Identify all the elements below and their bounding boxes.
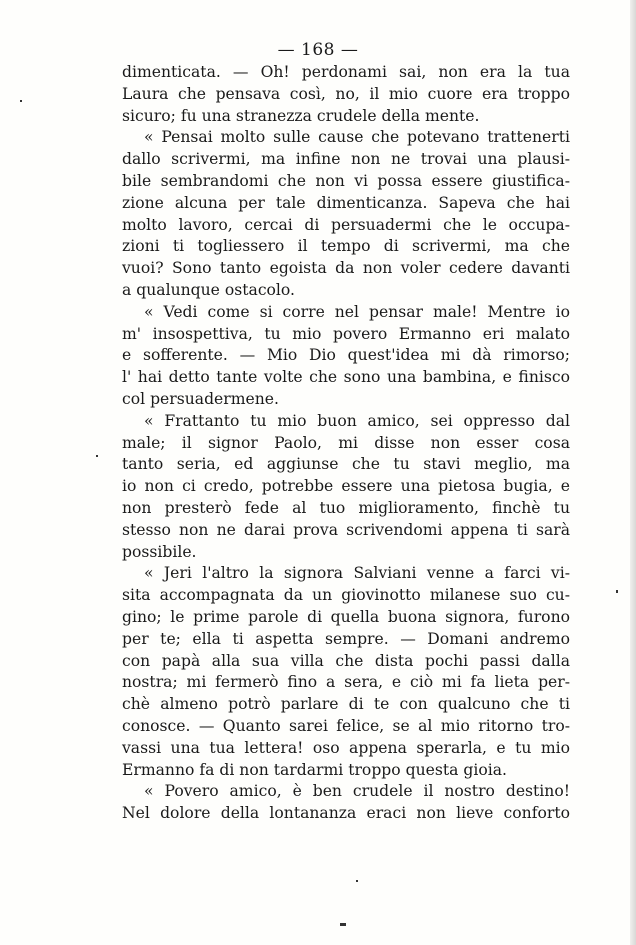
text-line: molto lavoro, cercai di persuadermi che le occupa- (122, 215, 570, 234)
text-line: conosce. — Quanto sarei felice, se al mio ritorno tro- (122, 716, 570, 735)
text-line: Laura che pensava così, no, il mio cuore era troppo (122, 84, 570, 103)
text-line: sicuro; fu una stranezza crudele della mente. (122, 106, 480, 125)
text-line: a qualunque ostacolo. (122, 280, 295, 299)
text-line: « Jeri l'altro la signora Salviani venne a farci vi- (144, 564, 570, 583)
text-line: m' insospettiva, tu mio povero Ermanno eri malato (122, 324, 570, 343)
text-line: « Vedi come si corre nel pensar male! Mentre io (144, 302, 570, 321)
text-line: Nel dolore della lontananza eraci non lieve conforto (122, 804, 570, 823)
text-line: Ermanno fa di non tardarmi troppo questa gioia. (122, 760, 508, 779)
text-line: zione alcuna per tale dimenticanza. Sapeva che hai (122, 193, 570, 212)
text-line: nostra; mi fermerò fino a sera, e ciò mi fa lieta per- (122, 673, 570, 692)
text-line: possibile. (122, 542, 197, 561)
text-line: zioni ti togliessero il tempo di scrivermi, ma che (122, 237, 570, 256)
margin-speck (20, 100, 22, 102)
text-line: sita accompagnata da un giovinotto milanese suo cu- (122, 586, 570, 605)
text-line: l' hai detto tante volte che sono una bambina, e finisco (122, 368, 570, 387)
text-line: non presterò fede al tuo miglioramento, finchè tu (122, 498, 570, 517)
text-line: col persuadermene. (122, 389, 279, 408)
margin-speck (616, 590, 618, 593)
text-line: stesso non ne darai prova scrivendomi appena ti sarà (122, 520, 570, 539)
text-line: gino; le prime parole di quella buona signora, furono (122, 607, 570, 626)
text-line: bile sembrandomi che non vi possa essere giustifica- (122, 171, 570, 190)
margin-speck (356, 880, 358, 882)
page-edge-shadow (630, 0, 636, 945)
text-line: vuoi? Sono tanto egoista da non voler cedere davanti (122, 259, 570, 278)
text-line: io non ci credo, potrebbe essere una pietosa bugia, e (122, 477, 570, 496)
text-line: dallo scrivermi, ma infine non ne trovai una plausi- (122, 150, 570, 169)
text-line: dimenticata. — Oh! perdonami sai, non era la tua (122, 63, 570, 81)
body-text (122, 62, 570, 825)
text-line: male; il signor Paolo, mi disse non esser cosa (122, 433, 570, 452)
text-line: chè almeno potrò parlare di te con qualcuno che ti (122, 695, 570, 714)
text-line: tanto seria, ed aggiunse che tu stavi meglio, ma (122, 455, 570, 474)
text-line: per te; ella ti aspetta sempre. — Domani andremo (122, 629, 570, 648)
text-line: « Frattanto tu mio buon amico, sei oppresso dal (144, 411, 570, 430)
text-line: e sofferente. — Mio Dio quest'idea mi dà rimorso; (122, 346, 570, 365)
text-line: « Pensai molto sulle cause che potevano trattenerti (144, 128, 570, 147)
margin-speck (340, 923, 346, 926)
text-line: « Povero amico, è ben crudele il nostro destino! (144, 782, 570, 801)
text-line: con papà alla sua villa che dista pochi passi dalla (122, 651, 570, 670)
page-number: — 168 — (277, 40, 359, 60)
margin-speck (96, 455, 98, 457)
text-line: vassi una tua lettera! oso appena sperarla, e tu mio (122, 738, 570, 757)
